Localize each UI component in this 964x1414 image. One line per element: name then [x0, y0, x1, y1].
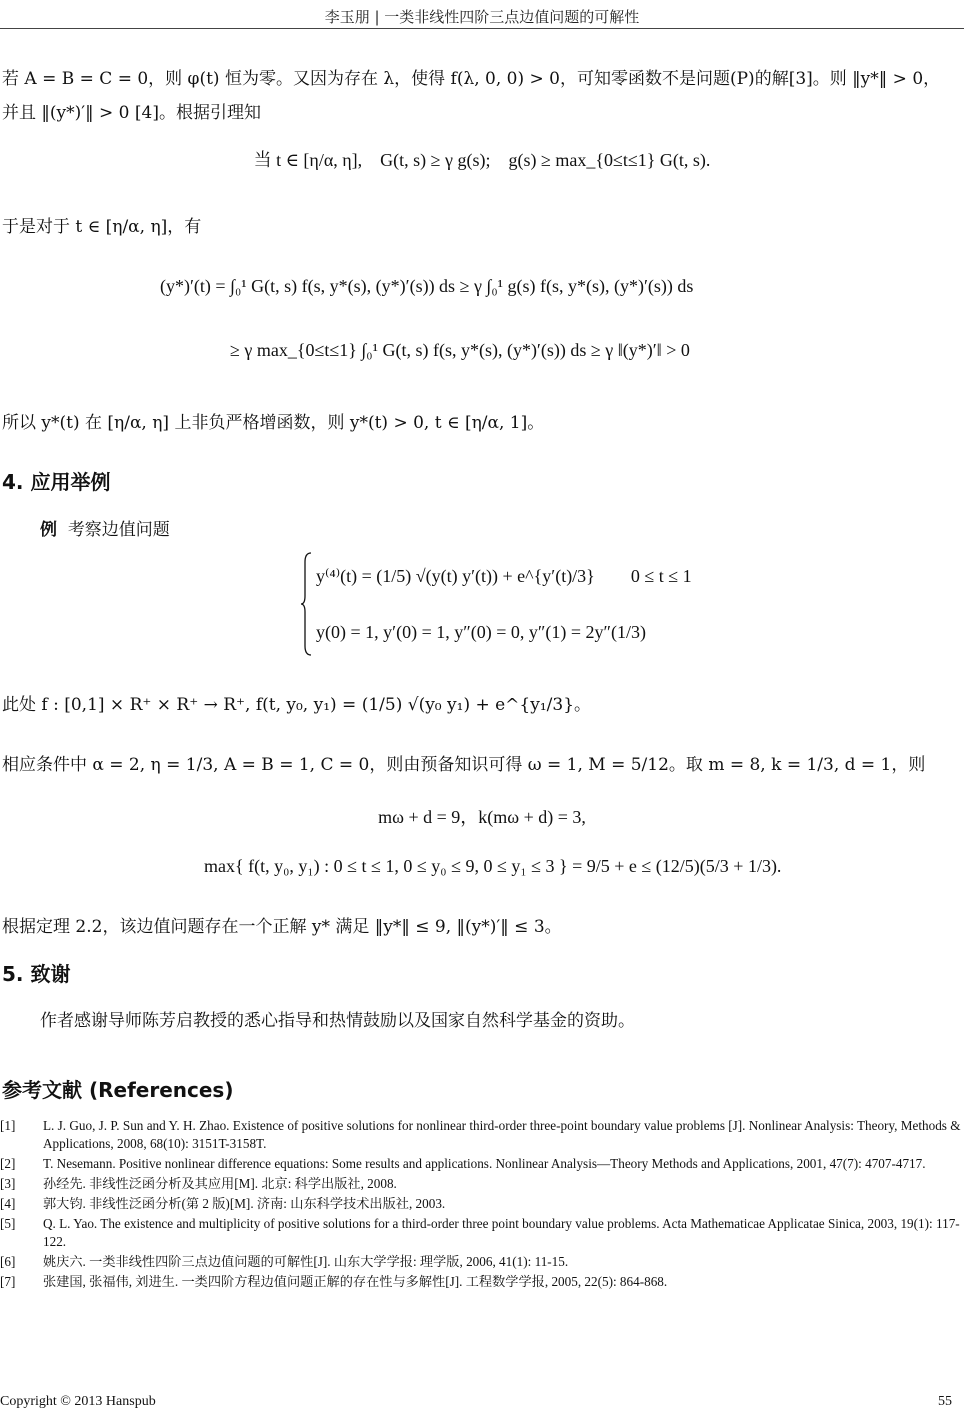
example-text: 考察边值问题 — [67, 520, 170, 540]
reference-item: [2] T. Nesemann. Positive nonlinear difference equations: Some results and applications. Nonlinear Analysis—Theory Methods and Applications, 2001, 47(7): 4707-4717. — [0, 1156, 926, 1171]
page-number: 55 — [938, 1394, 952, 1409]
paragraph-line: 若 A = B = C = 0，则 φ(t) 恒为零。又因为存在 λ，使得 f(λ, 0, 0) > 0，可知零函数不是问题(P)的解[3]。则 ‖y*‖ > 0， — [2, 69, 941, 89]
reference-item: [4] 郭大钧. 非线性泛函分析(第 2 版)[M]. 济南: 山东科学技术出版社, 2003. — [0, 1196, 446, 1211]
reference-item: [5] Q. L. Yao. The existence and multiplicity of positive solutions for a third-order three point boundary value problems. Acta Mathematicae Applicatae Sinica, 2003, 19(1): 117-122. — [0, 1216, 960, 1249]
reference-item: [1] L. J. Guo, J. P. Sun and Y. H. Zhao. Existence of positive solutions for nonlinear third-order three-point boundary value problems [J]. Nonlinear Analysis: Theory, Methods & Applications, 2008, 68(10): 3151T-3158T. — [0, 1118, 961, 1151]
equation-line: (y*)′(t) = ∫₀¹ G(t, s) f(s, y*(s), (y*)′(s)) ds ≥ γ ∫₀¹ g(s) f(s, y*(s), (y*)′(s)) ds — [160, 276, 694, 296]
example-intro — [40, 515, 170, 540]
system-boundary-conditions: y(0) = 1, y′(0) = 1, y″(0) = 0, y″(1) = 2y″(1/3) — [316, 622, 646, 642]
header-rule — [0, 28, 964, 29]
paragraph-line: 并且 ‖(y*)′‖ > 0 [4]。根据引理知 — [2, 103, 261, 123]
example-label: 例 — [40, 520, 57, 540]
paragraph-line: 根据定理 2.2，该边值问题存在一个正解 y* 满足 ‖y*‖ ≤ 9, ‖(y*)′‖ ≤ 3。 — [2, 917, 562, 937]
reference-item: [7] 张建国, 张福伟, 刘进生. 一类四阶方程边值问题正解的存在性与多解性[J]. 工程数学学报, 2005, 22(5): 864-868. — [0, 1274, 668, 1289]
paragraph-line: 此处 f : [0,1] × R⁺ × R⁺ → R⁺, f(t, y₀, y₁) = (1/5) √(y₀ y₁) + e^{y₁/3}。 — [2, 695, 592, 715]
equation: mω + d = 9，k(mω + d) = 3, — [378, 807, 586, 827]
running-header: 李玉朋 | 一类非线性四阶三点边值问题的可解性 — [324, 8, 640, 26]
system-equation: y⁽⁴⁾(t) = (1/5) √(y(t) y′(t)) + e^{y′(t)/3} 0 ≤ t ≤ 1 — [316, 566, 692, 586]
equation: max{ f(t, y₀, y₁) : 0 ≤ t ≤ 1, 0 ≤ y₀ ≤ 9, 0 ≤ y₁ ≤ 3 } = 9/5 + e ≤ (12/5)(5/3 + 1/3). — [204, 856, 782, 876]
equation: 当 t ∈ [η/α, η], G(t, s) ≥ γ g(s); g(s) ≥ max_{0≤t≤1} G(t, s). — [253, 150, 711, 170]
paragraph-line: 相应条件中 α = 2, η = 1/3, A = B = 1, C = 0，则由预备知识可得 ω = 1, M = 5/12。取 m = 8, k = 1/3, d = 1，则 — [2, 755, 926, 775]
equation-line: ≥ γ max_{0≤t≤1} ∫₀¹ G(t, s) f(s, y*(s), (y*)′(s)) ds ≥ γ ‖(y*)′‖ > 0 — [230, 340, 690, 360]
reference-item: [6] 姚庆六. 一类非线性四阶三点边值问题的可解性[J]. 山东大学学报: 理学版, 2006, 41(1): 11-15. — [0, 1254, 569, 1269]
reference-list — [0, 1117, 964, 1293]
section-heading: 4. 应用举例 — [2, 470, 111, 494]
copyright-notice: Copyright © 2013 Hanspub — [0, 1394, 156, 1409]
references-heading: 参考文献 (References) — [2, 1078, 234, 1102]
acknowledgement-text: 作者感谢导师陈芳启教授的悉心指导和热情鼓励以及国家自然科学基金的资助。 — [40, 1011, 635, 1031]
section-heading: 5. 致谢 — [2, 962, 71, 986]
paragraph-line: 所以 y*(t) 在 [η/α, η] 上非负严格增函数，则 y*(t) > 0, t ∈ [η/α, 1]。 — [2, 413, 545, 433]
system-brace — [300, 552, 312, 656]
paragraph-line: 于是对于 t ∈ [η/α, η]，有 — [2, 217, 202, 237]
reference-item: [3] 孙经先. 非线性泛函分析及其应用[M]. 北京: 科学出版社, 2008. — [0, 1176, 397, 1191]
